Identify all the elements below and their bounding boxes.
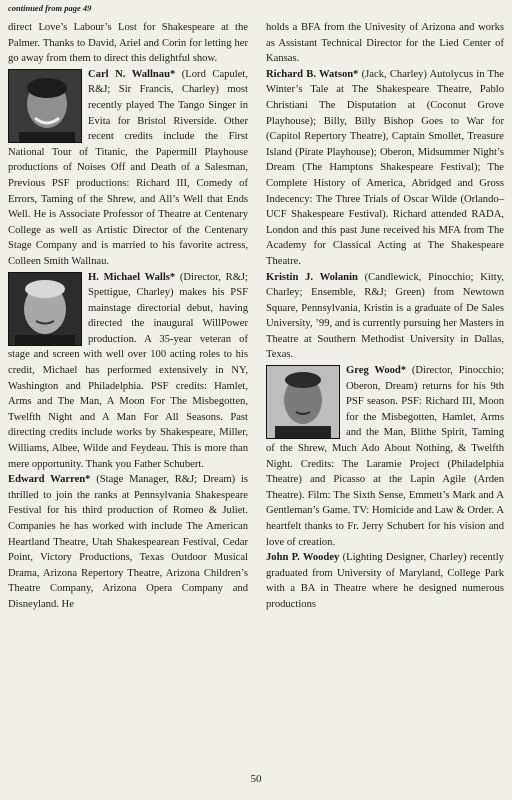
headshot-photo (8, 272, 82, 346)
performer-name: Greg Wood* (346, 365, 407, 377)
bio-paragraph (266, 363, 504, 550)
left-column (8, 20, 248, 613)
bio-paragraph (8, 270, 248, 473)
bio-paragraph (266, 550, 504, 612)
bio-text: (Lord Capulet, R&J; Sir Francis, Charley) most recently played The Tango Singer in Evita for Bristol Riverside. Other recent credits include the First National Tour of Titanic, the Papermill Playhouse productions of Noises Off and Death of a Salesman, Previous PSF productions: Richard III, Comedy of Errors, Taming of the Shrew, and All’s Well that Ends Well. He is Associate Professor of Theatre at Centenary College as well as Artistic Director of the Centenary Stage Company and is married to his favorite actress, Colleen Smith Wallnau. (8, 68, 248, 267)
bio-paragraph (8, 67, 248, 270)
performer-name: Edward Warren* (8, 474, 91, 486)
performer-name: Kristin J. Wolanin (266, 271, 358, 283)
bio-text: (Candlewick, Pinocchio; Kitty, Charley; Ensemble, R&J; Green) from Newtown Square, Pennsylvania, Kristin is a graduate of De Sales University, ’99, and is currently pursuing her Masters in Theatre at Southern Methodist University in Dallas, Texas. (266, 271, 504, 361)
page-number: 50 (250, 773, 262, 785)
bio-text: direct Love’s Labour’s Lost for Shakespeare at the Palmer. Thanks to David, Ariel and Corin for letting her go away from them to direct this delightful show. (8, 22, 248, 65)
headshot-photo (266, 365, 340, 439)
performer-name: Richard B. Watson* (266, 68, 359, 80)
bio-text: (Stage Manager, R&J; Dream) is thrilled to join the ranks at Pennsylvania Shakespeare Festival for his third production of Romeo & Juliet. Companies he has worked with include The American Heartland Theatre, Utah Shakespearean Festival, Cedar Point, Victory Productions, Texas Outdoor Musical Drama, Arizona Repertory Theatre, Arizona Children’s Theatre Company, Arizona Opera Company and Disneyland. He (8, 474, 248, 610)
bio-text: (Director, Pinocchio; Oberon, Dream) returns for his 9th PSF season. PSF: Richard III, Moon for the Misbegotten, Hamlet, Arms and the Man, Blithe Spirit, Taming of the Shrew, Much Ado About Nothing, & Twelfth Night. Credits: The Laramie Project (Philadelphia Theatre) and Picasso at the Lapin Agile (Arden Theatre). Film: The Sixth Sense, Emmett’s Mark and A Gentleman’s Game. TV: Homicide and Law & Order. A heartfelt thanks to Fr. Jerry Schubert for his vision and love of creation. (266, 365, 505, 548)
bio-paragraph (266, 270, 504, 364)
continued-note: continued from page 49 (8, 3, 92, 13)
bio-text: holds a BFA from the Univesity of Arizona and works as Assistant Technical Director for the Lied Center of Kansas. (266, 22, 504, 65)
bio-text: (Director, R&J; Spettigue, Charley) makes his PSF mainstage directorial debut, having directed the inaugural WillPower production. A 35-year veteran of stage and screen with well over 100 acting roles to his credit, Michael has performed extensively in NY, Washington and Philadelphia. PSF credits: Hamlet, Arms and The Man, A Moon For The Misbegotten, Twelfth Night and A Man For All Seasons. Past directing credits include works by Shakespeare, Miller, Williams, Albee, Wilde and Feydeau. This is more than mere opportunity. Thank you Father Schubert. (8, 271, 248, 470)
bio-text: (Jack, Charley) Autolycus in The Winter’s Tale at The Shakespeare Theatre, Pablo Christiani The Disputation at (Coconut Grove Playhouse); Billy, Billy Bishop Goes to War for (Capitol Repertory Theatre), Captain Smollet, Treasure Island (Pirate Playhouse); Oberon, Midsummer Night’s Dream (The Hamptons Shakespeare Festival); The Complete History of America, Abridged and Gross Indecency: The Three Trials of Oscar Wilde (Orlando–UCF Shakespeare Festival). Richard attended RADA, London and this past June received his MFA from The Academy for Classical Acting at The Shakespeare Theatre. (266, 68, 504, 267)
right-column (266, 20, 504, 613)
bio-paragraph (8, 20, 248, 67)
bio-text: (Lighting Designer, Charley) recently graduated from University of Maryland, College Park with a BA in Theatre where he designed numerous productions (266, 552, 504, 610)
performer-name: Carl N. Wallnau* (88, 68, 176, 80)
bio-paragraph (266, 67, 504, 270)
headshot-photo (8, 69, 82, 143)
performer-name: John P. Woodey (266, 552, 340, 564)
performer-name: H. Michael Walls* (88, 271, 176, 283)
bio-paragraph (266, 20, 504, 67)
bio-paragraph (8, 472, 248, 612)
